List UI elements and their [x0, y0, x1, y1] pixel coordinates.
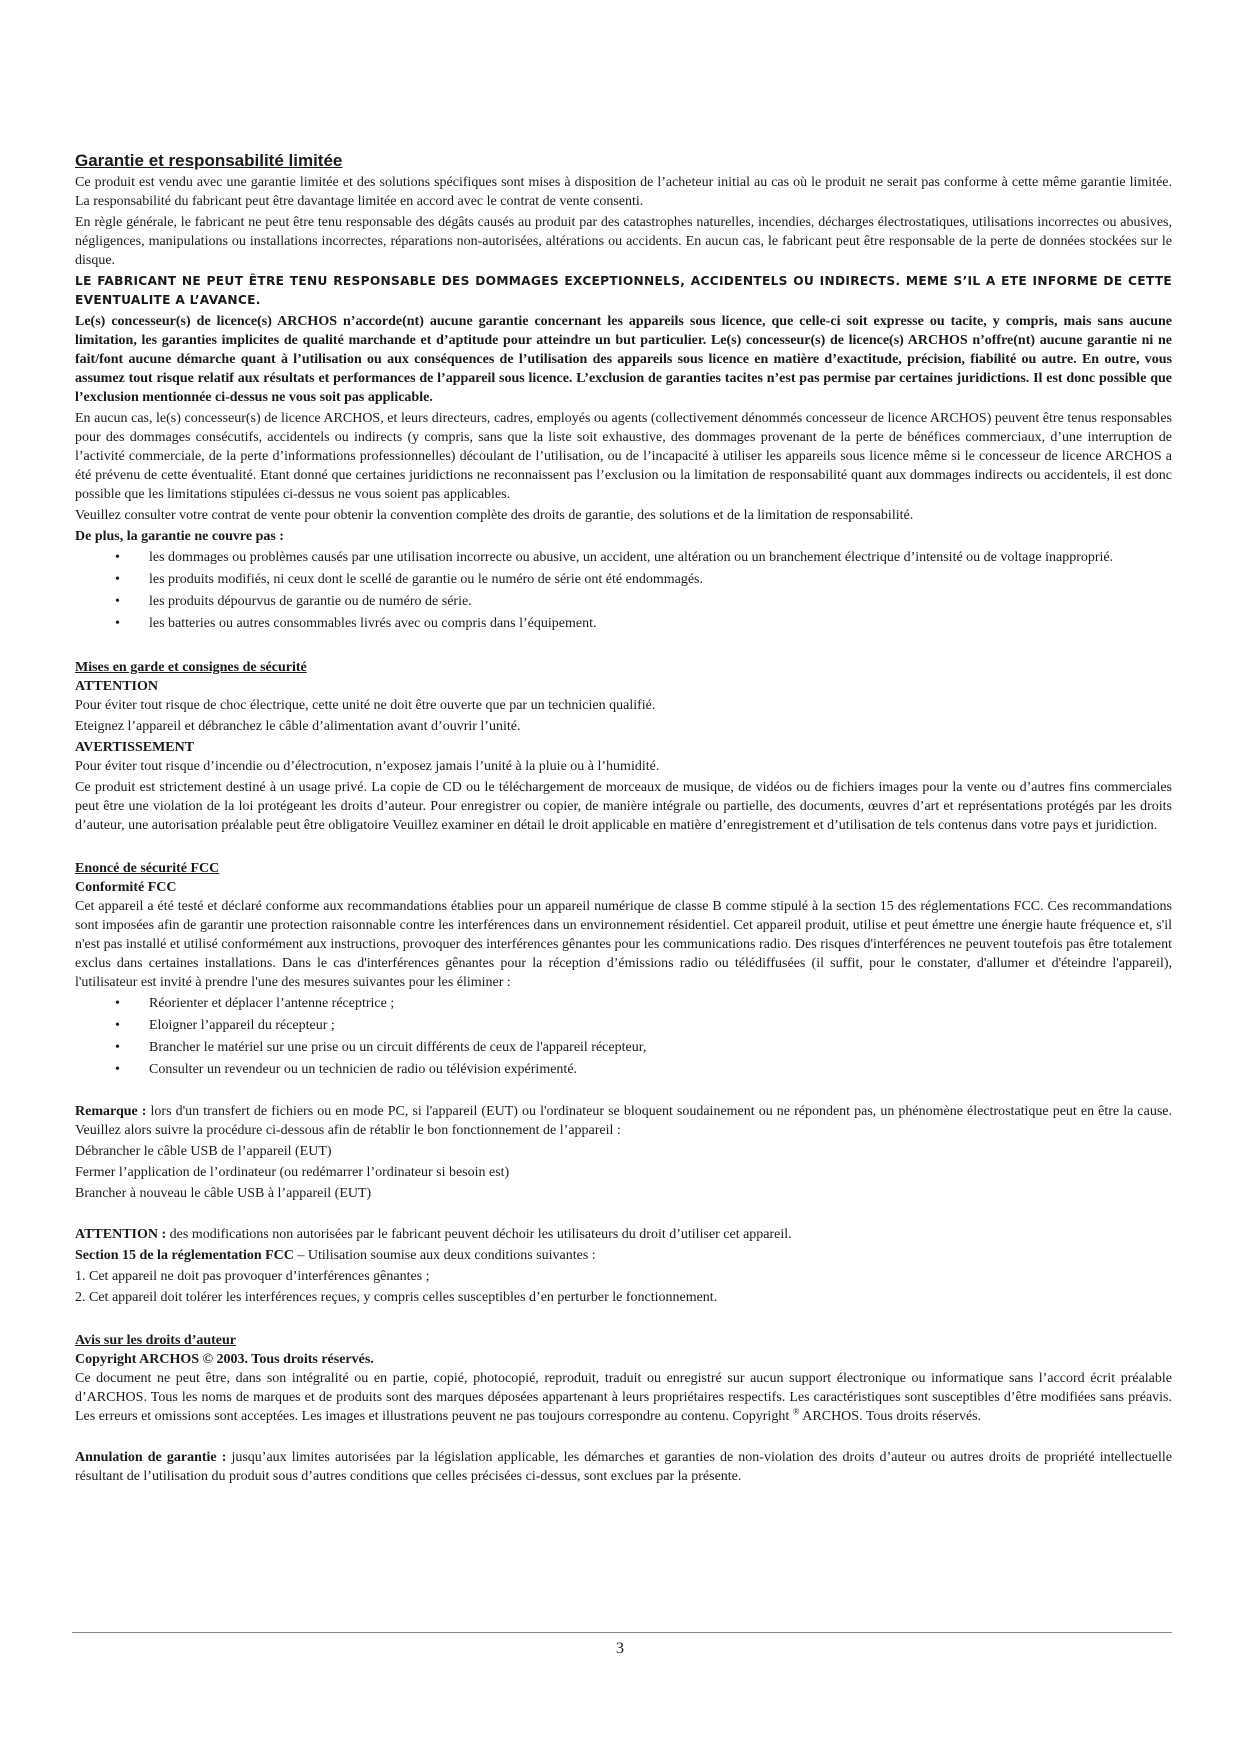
registered-mark: ®: [792, 1406, 800, 1417]
fcc-measures-list: [75, 994, 1172, 1079]
list-item: • les produits modifiés, ni ceux dont le scellé de garantie ou le numéro de série ont été endommagés.: [115, 572, 703, 587]
bullet-icon: •: [115, 550, 120, 565]
warranty-paragraph-4: Veuillez consulter votre contrat de vente pour obtenir la convention complète des droits de garantie, des solutions et de la limitation de responsabilité.: [75, 508, 914, 523]
list-item: • Consulter un revendeur ou un technicien de radio ou télévision expérimenté.: [115, 1062, 578, 1077]
bullet-icon: •: [115, 1040, 120, 1055]
safety-heading: Mises en garde et consignes de sécurité: [75, 660, 307, 675]
warning-text-2: Ce produit est strictement destiné à un usage privé. La copie de CD ou le téléchargement de morceaux de musique, de vidéos ou de fichiers images pour la vente ou d’autres fins commerciales peut être une violation de la loi protégeant les droits d’auteur. Pour enregistrer ou copier, de manière intégrale ou partielle, des documents, œuvres d’art et représentations protégés par les droits d’auteur, une autorisation préalable peut être obligatoire Veuillez examiner en détail le droit applicable en matière d’enregistrement et d’utilisation de tels contenus dans votre pays et juridiction.: [75, 780, 1172, 833]
list-item: • Brancher le matériel sur une prise ou un circuit différents de ceux de l'appareil récepteur,: [115, 1040, 647, 1055]
warranty-paragraph-2: En règle générale, le fabricant ne peut être tenu responsable des dégâts causés au produit par des catastrophes naturelles, incendies, décharges électrostatiques, utilisations incorrectes ou abusives, négligences, manipulations ou installations incorrectes, réparations non-autorisées, altérations ou accidents. En aucun cas, le fabricant peut être responsable de la perte de données stockées sur le disque.: [75, 215, 1172, 268]
list-item: • Réorienter et déplacer l’antenne réceptrice ;: [115, 996, 395, 1011]
fcc-conformity-label: Conformité FCC: [75, 880, 177, 895]
fcc-heading: Enoncé de sécurité FCC: [75, 861, 220, 876]
warranty-heading: Garantie et responsabilité limitée: [75, 151, 343, 170]
warranty-paragraph-1: Ce produit est vendu avec une garantie limitée et des solutions spécifiques sont mises à disposition de l’acheteur initial au cas où le produit ne serait pas conforme à cette même garantie limitée. La responsabilité du fabricant peut être davantage limitée en accord avec le contrat de vente consenti.: [75, 175, 1172, 209]
bullet-icon: •: [115, 996, 120, 1011]
copyright-heading: Avis sur les droits d’auteur: [75, 1333, 237, 1348]
bullet-icon: •: [115, 1062, 120, 1077]
attention-label: ATTENTION: [75, 679, 158, 694]
bullet-icon: •: [115, 616, 120, 631]
licensor-disclaimer: Le(s) concesseur(s) de licence(s) ARCHOS n’accorde(nt) aucune garantie concernant les appareils sous licence, que celle-ci soit expresse ou tacite, y compris, mais sans aucune limitation, les garanties implicites de qualité marchande et d’aptitude pour atteindre un but particulier. Le(s) concesseur(s) de licence(s) ARCHOS n’offre(nt) aucune garantie ni ne fait/font aucune démarche quant à l’utilisation ou aux conséquences de l’utilisation des appareils sous licence en matière d’exactitude, précision, fiabilité ou autre. En outre, vous assumez tout risque relatif aux résultats et performances de l’appareil sous licence. L’exclusion de garanties tacites n’est pas permise par certaines juridictions. Il est donc possible que l’exclusion mentionnée ci-dessus ne vous soit pas applicable.: [75, 314, 1172, 405]
list-item: • Eloigner l’appareil du récepteur ;: [115, 1018, 335, 1033]
fcc-section-label: Section 15 de la réglementation FCC: [75, 1248, 294, 1263]
remark-label: Remarque :: [75, 1104, 147, 1119]
fcc-condition-2: 2. Cet appareil doit tolérer les interférences reçues, y compris celles susceptibles d’en perturber le fonctionnement.: [75, 1290, 718, 1305]
fcc-paragraph: Cet appareil a été testé et déclaré conforme aux recommandations établies pour un appareil numérique de classe B comme stipulé à la section 15 des réglementations FCC. Ces recommandations sont imposées afin de garantir une protection raisonnable contre les interférences dans un environnement résidentiel. Cet appareil produit, utilise et peut émettre une énergie haute fréquence et, s'il n'est pas installé et utilisé conformément aux instructions, provoquer des interférences gênantes pour les communications radio. Des risques d'interférences ne peuvent toutefois pas être totalement exclus dans certaines installations. Dans le cas d'interférences gênantes pour la réception d’émissions radio ou télédiffusées (il suffit, pour le constater, d'allumer et d'éteindre l'appareil), l'utilisateur est invité à prendre l'une des mesures suivantes pour les éliminer :: [75, 899, 1172, 990]
fcc-attention-label: ATTENTION :: [75, 1227, 167, 1242]
bullet-icon: •: [115, 1018, 120, 1033]
warranty-exclusions-label: De plus, la garantie ne couvre pas :: [75, 529, 284, 544]
warranty-paragraph-3: En aucun cas, le(s) concesseur(s) de licence ARCHOS, et leurs directeurs, cadres, employés ou agents (collectivement dénommés concesseur de licence ARCHOS) peuvent être tenus responsables pour des dommages consécutifs, accidentels ou indirects (y compris, sans que la liste soit exhaustive, des dommages provenant de la perte de bénéfices commerciaux, d’une interruption de l’activité commerciale, de la perte d’informations professionnelles) découlant de l’utilisation, ou de l’incapacité à utiliser les appareils sous licence même si le concesseur de licence ARCHOS a été prévenu de cette éventualité. Etant donné que certaines juridictions ne reconnaissent pas l’exclusion ou la limitation de responsabilité quant aux dommages indirects ou accidentels, il est donc possible que les limitations stipulées ci-dessus ne vous soient pas applicables.: [75, 411, 1172, 502]
copyright-line: Copyright ARCHOS © 2003. Tous droits réservés.: [75, 1352, 374, 1367]
page-number: 3: [616, 1640, 624, 1657]
footer-divider: [72, 1632, 1172, 1633]
copyright-paragraph: Ce document ne peut être, dans son intégralité ou en partie, copié, photocopié, reproduit, traduit ou enregistré sur aucun support électronique ou informatique sans l’accord écrit préalable d’ARCHOS. Tous les noms de marques et de produits sont des marques déposées appartenant à leurs propriétaires respectifs. Les caractéristiques sont susceptibles d’être modifiées sans préavis. Les erreurs et omissions sont acceptées. Les images et illustrations peuvent ne pas toujours correspondre au contenu. Copyright ® ARCHOS. Tous droits réservés.: [75, 1371, 1172, 1424]
warranty-cancellation-paragraph: Annulation de garantie : jusqu’aux limites autorisées par la législation applicable, les démarches et garanties de non-violation des droits d’auteur ou autres droits de propriété intellectuelle résultant de l’utilisation du produit sous d’autres conditions que celles précisées ci-dessus, sont exclues par la présente.: [75, 1450, 1173, 1484]
list-item: • les produits dépourvus de garantie ou de numéro de série.: [115, 594, 472, 609]
fcc-section-paragraph: Section 15 de la réglementation FCC – Utilisation soumise aux deux conditions suivantes :: [75, 1248, 596, 1263]
attention-text-2: Eteignez l’appareil et débranchez le câble d’alimentation avant d’ouvrir l’unité.: [75, 719, 521, 734]
bullet-icon: •: [115, 572, 120, 587]
list-item: • les batteries ou autres consommables livrés avec ou compris dans l’équipement.: [115, 616, 597, 631]
warning-label: AVERTISSEMENT: [75, 740, 195, 755]
warranty-cancellation-label: Annulation de garantie :: [75, 1450, 227, 1465]
remark-paragraph: Remarque : lors d'un transfert de fichiers ou en mode PC, si l'appareil (EUT) ou l'ordinateur se bloquent soudainement ou ne répondent pas, un phénomène électrostatique peut en être la cause. Veuillez alors suivre la procédure ci-dessous afin de rétablir le bon fonctionnement de l’appareil :: [75, 1104, 1172, 1138]
list-item: • les dommages ou problèmes causés par une utilisation incorrecte ou abusive, un accident, une altération ou un branchement électrique d’intensité ou de voltage inapproprié.: [115, 550, 1114, 565]
procedure-step-2: Fermer l’application de l’ordinateur (ou redémarrer l’ordinateur si besoin est): [75, 1165, 510, 1180]
attention-text-1: Pour éviter tout risque de choc électrique, cette unité ne doit être ouverte que par un technicien qualifié.: [75, 698, 656, 713]
document-page: [75, 150, 1172, 1488]
fcc-attention-paragraph: ATTENTION : des modifications non autorisées par le fabricant peuvent déchoir les utilisateurs du droit d’utiliser cet appareil.: [75, 1227, 792, 1242]
bullet-icon: •: [115, 594, 120, 609]
warning-text-1: Pour éviter tout risque d’incendie ou d’électrocution, n’exposez jamais l’unité à la pluie ou à l’humidité.: [75, 759, 660, 774]
liability-disclaimer-caps: LE FABRICANT NE PEUT ÊTRE TENU RESPONSABLE DES DOMMAGES EXCEPTIONNELS, ACCIDENTELS OU INDIRECTS. MEME S’IL A ETE INFORME DE CETTE EVENTUALITE A L’AVANCE.: [75, 274, 1172, 307]
fcc-condition-1: 1. Cet appareil ne doit pas provoquer d’interférences gênantes ;: [75, 1269, 430, 1284]
warranty-exclusions-list: [75, 548, 1172, 633]
procedure-step-3: Brancher à nouveau le câble USB à l’appareil (EUT): [75, 1186, 372, 1201]
procedure-step-1: Débrancher le câble USB de l’appareil (EUT): [75, 1144, 332, 1159]
